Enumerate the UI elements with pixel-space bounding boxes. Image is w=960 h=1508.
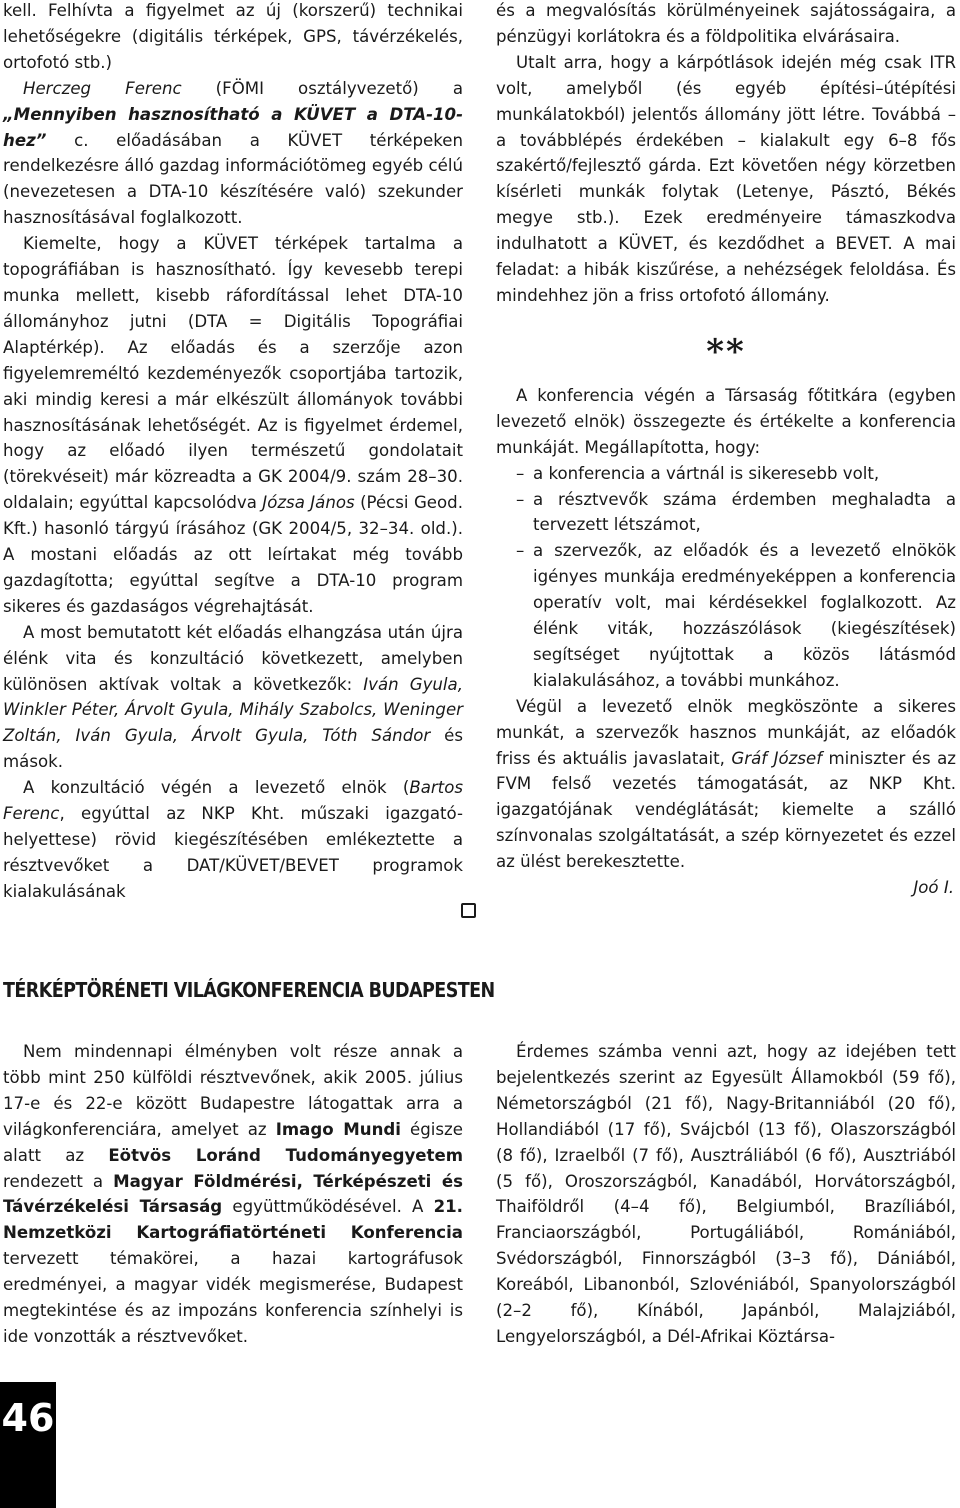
talk-title: „Mennyiben hasznosítható a KÜVET a DTA-10-hez” [3,104,463,150]
paragraph [496,50,956,309]
list-item-text: a szervezők, az előadók és a levezető elnökök igényes munkája eredményeképpen a konferencia operatív volt, mai kérdésekkel foglalkozott. Az élénk viták, hozzászólások (kiegészítések) segítséget nyújtottak a közös látásmód kialakulásához, a további munkához. [533,541,956,690]
page-number: 46 [0,1382,56,1508]
text-run: Kiemelte, hogy a KÜVET térképek tartalma a topográfiában is hasznosítható. Így kevesebb terepi munka mellett, kisebb ráfordítással lehet DTA-10 állományhoz jutni (DTA = Digitális Topográfiai Alaptérkép). Az előadás és a szerzője azon figyelemreméltó kezdeményezők csoportjába tartozik, aki mindig keresi a már elkészült állományok további hasznosításának lehetőségét. Az is figyelmet érdemel, hogy az előadó ilyen természetű gondolatait (törekvéseit) már közreadta a GK 2004/9. szám 28–30. oldalain; egyúttal kapcsolódva [3,234,463,513]
text-run: együttműködésével. A [222,1197,434,1217]
section-separator-stars: ** [706,331,746,372]
bold-term: Eötvös Loránd Tudományegyetem [108,1145,464,1165]
emphasis-name: Bartos Ferenc [3,778,463,824]
list-dash: – [516,489,525,509]
text-run: Érdemes számba venni azt, hogy az idejében tett bejelentkezés szerint az Egyesült Államokból (59 fő), Németországból (21 fő), Nagy-Britanniából (20 fő), Hollandiából (17 fő), Svájcból (13 fő), Olaszországból (8 fő), Izraelből (7 fő), Ausztráliából (6 fő), Ausztriából (5 fő), Oroszországból, Kanadából, Horvátországból, Thaiföldről (4–4 fő), Belgiumból, Brazíliából, Franciaországból, Portugáliából, Romániából, Svédországból, Finnországból (3–3 fő), Dániából, Koreából, Libanonból, Szlovéniából, Spanyolországból (2–2 fő), Kínából, Japánból, Malajziából, Lengyelországból, a Dél-Afrikai Köztársa- [496,1042,956,1346]
summary-list [496,461,956,694]
article2-left-column [3,1039,463,1350]
text-run: égisze alatt az [3,1119,463,1165]
article1-left-column [3,0,463,905]
summary-paragraph: A konferencia végén a Társaság főtitkára (egyben levezető elnök) összegezte és értékelte a konferencia munkáját. Megállapította, hogy: [496,385,956,457]
paragraph [3,775,463,905]
article1-right-paragraphs [496,0,956,309]
text-run: c. előadásában a KÜVET térképeken rendelkezésre álló gazdag információtömeg egyéb célú (nevezetesen a DTA-10 készítésére való) szekunder hasznosításával foglalkozott. [3,130,463,228]
text-run: (Pécsi Geod. Kft.) hasonló tárgyú írásához (GK 2004/5, 32–34. old.). A mostani előadás az ott leírtakat még tovább gazdagította; egyúttal segítve a DTA-10 program sikeres és gazdaságos végrehajtását. [3,493,463,616]
text-run: és a megvalósítás körülményeinek sajátosságaira, a pénzügyi korlátokra és a földpolitika elvárásaira. [496,1,956,46]
author-signature: Joó I. [913,878,954,898]
text-run: tervezett témakörei, a hazai kartográfusok eredményei, a magyar vidék megismerése, Budapest megtekintése és az impozáns konferencia színhelyi is ide vonzották a résztvevőket. [3,1249,463,1346]
closing-text: Végül a levezető elnök megköszönte a sikeres munkát, a szervezők hasznos munkáját, az előadók friss és aktuális javaslatait, [496,696,956,768]
emphasis-name: Józsa János [262,493,355,513]
text-run: Nem mindennapi élményben volt része annak a több mint 250 külföldi résztvevőnek, akik 2005. július 17-e és 22-e között Budapestre látogattak arra a világkonferenciára, amelyet az [3,1042,463,1139]
paragraph [3,231,463,620]
text-run: , egyúttal az NKP Kht. műszaki igazgató-helyettese) rövid kiegészítésében emlékeztette a résztvevőket a DAT/KÜVET/BEVET programok kialakulásának [3,804,463,901]
list-item [496,487,956,539]
closing-text: miniszter és az FVM felső vezetés támogatását, az NKP Kht. igazgatójának vendéglátását; kiemelte a szálló színvonalas szolgáltatását, a szép környezetet és ezzel az ülést berekesztette. [496,748,956,872]
paragraph [3,76,463,231]
article-heading: TÉRKÉPTÖRÉNETI VILÁGKONFERENCIA BUDAPESTEN [3,978,495,1002]
list-item-text: a résztvevők száma érdemben meghaladta a tervezett létszámot, [533,489,956,535]
text-run: Utalt arra, hogy a kárpótlások idején még csak ITR volt, amelyből (és egyéb építési–útépítési munkálatokból) jelentős állomány jött létre. Továbbá – a továbblépés érdekében – kialakult egy 6–8 fős szakértő/fejlesztő gárda. Ezt követően négy körzetben kísérleti munkák folytak (Letenye, Pásztó, Békés megye stb.). Ezek eredményeire támaszkodva indulhatott a KÜVET, és kezdődhet a BEVET. A mai feladat: a hibák kiszűrése, a nehézségek feloldása. És mindehhez jön a friss ortofotó állomány. [496,52,956,305]
paragraph [496,1039,956,1350]
end-of-article-box-icon [461,903,476,918]
paragraph [3,0,463,76]
list-dash: – [516,463,525,483]
closing-person: Gráf József [731,748,823,768]
paragraph [3,620,463,775]
text-run: A most bemutatott két előadás elhangzása után újra élénk vita és konzultáció következett, amelyben különösen aktívak voltak a következők: [3,622,463,694]
list-item [496,461,956,487]
list-item-text: a konferencia a vártnál is sikeresebb volt, [533,463,880,483]
text-run: és mások. [3,726,463,772]
list-item [496,538,956,693]
text-run: rendezett a [3,1171,114,1191]
text-run: kell. Felhívta a figyelmet az új (korszerű) technikai lehetőségekre (digitális térképek, GPS, távérzékelés, ortofotó stb.) [3,1,463,72]
bold-term: Imago Mundi [275,1119,401,1139]
emphasis-name: Herczeg Ferenc [23,78,182,98]
closing-paragraph [496,694,956,875]
article1-right-column [496,0,956,901]
paragraph [3,1039,463,1350]
article2-right-column [496,1039,956,1350]
paragraph [496,0,956,50]
bold-term: 21. Nemzetközi Kartográfiatörténeti Konferencia [3,1197,463,1243]
text-run: (FÖMI osztályvezető) a [181,78,463,98]
text-run: A konzultáció végén a levezető elnök ( [23,778,410,798]
emphasis-name: Iván Gyula, Winkler Péter, Árvolt Gyula, Mihály Szabolcs, Weninger Zoltán, Iván Gyula, Árvolt Gyula, Tóth Sándor [3,674,463,746]
list-dash: – [516,541,525,561]
bold-term: Magyar Földmérési, Térképészeti és Távérzékelési Társaság [3,1171,463,1217]
